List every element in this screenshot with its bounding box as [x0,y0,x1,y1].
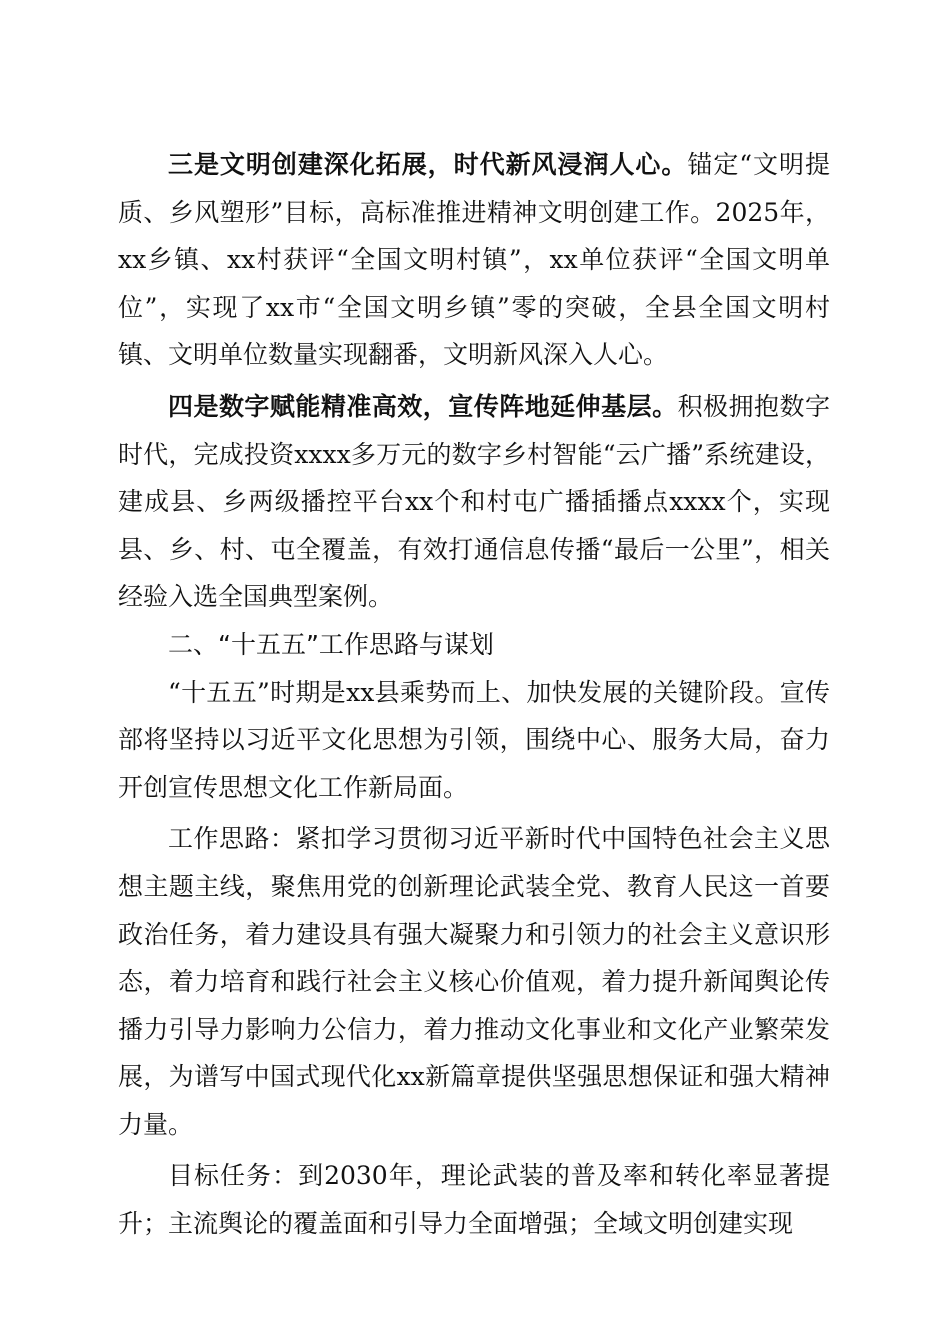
document-body [118,141,830,1248]
paragraph-text: 积极拥抱数字时代，完成投资xxxx多万元的数字乡村智能“云广播”系统建设，建成县、乡两级播控平台xx个和村屯广播插播点xxxx个，实现县、乡、村、屯全覆盖，有效打通信息传播“最后一公里”，相关经验入选全国典型案例。 [118,391,830,612]
paragraph-work-approach: 工作思路：紧扣学习贯彻习近平新时代中国特色社会主义思想主题主线，聚焦用党的创新理论武装全党、教育人民这一首要政治任务，着力建设具有强大凝聚力和引领力的社会主义意识形态，着力培育和践行社会主义核心价值观，着力提升新闻舆论传播力引导力影响力公信力，着力推动文化事业和文化产业繁荣发展，为谱写中国式现代化xx新篇章提供坚强思想保证和强大精神力量。 [118,824,830,1139]
paragraph-digital-empowerment [118,383,830,621]
paragraph-text: 锚定“文明提质、乡风塑形”目标，高标准推进精神文明创建工作。2025年，xx乡镇、xx村获评“全国文明村镇”，xx单位获评“全国文明单位”，实现了xx市“全国文明乡镇”零的突破，全县全国文明村镇、文明单位数量实现翻番，文明新风深入人心。 [118,150,830,370]
paragraph-goals: 目标任务：到2030年，理论武装的普及率和转化率显著提升；主流舆论的覆盖面和引导力全面增强；全域文明创建实现 [118,1161,830,1239]
paragraph-civilization-creation [118,141,830,379]
paragraph-lead: 四是数字赋能精准高效，宣传阵地延伸基层。 [168,391,678,421]
section-heading: 二、“十五五”工作思路与谋划 [168,629,494,659]
paragraph-intro: “十五五”时期是xx县乘势而上、加快发展的关键阶段。宣传部将坚持以习近平文化思想为引领，围绕中心、服务大局，奋力开创宣传思想文化工作新局面。 [118,677,830,802]
paragraph-lead: 三是文明创建深化拓展，时代新风浸润人心。 [168,150,688,179]
